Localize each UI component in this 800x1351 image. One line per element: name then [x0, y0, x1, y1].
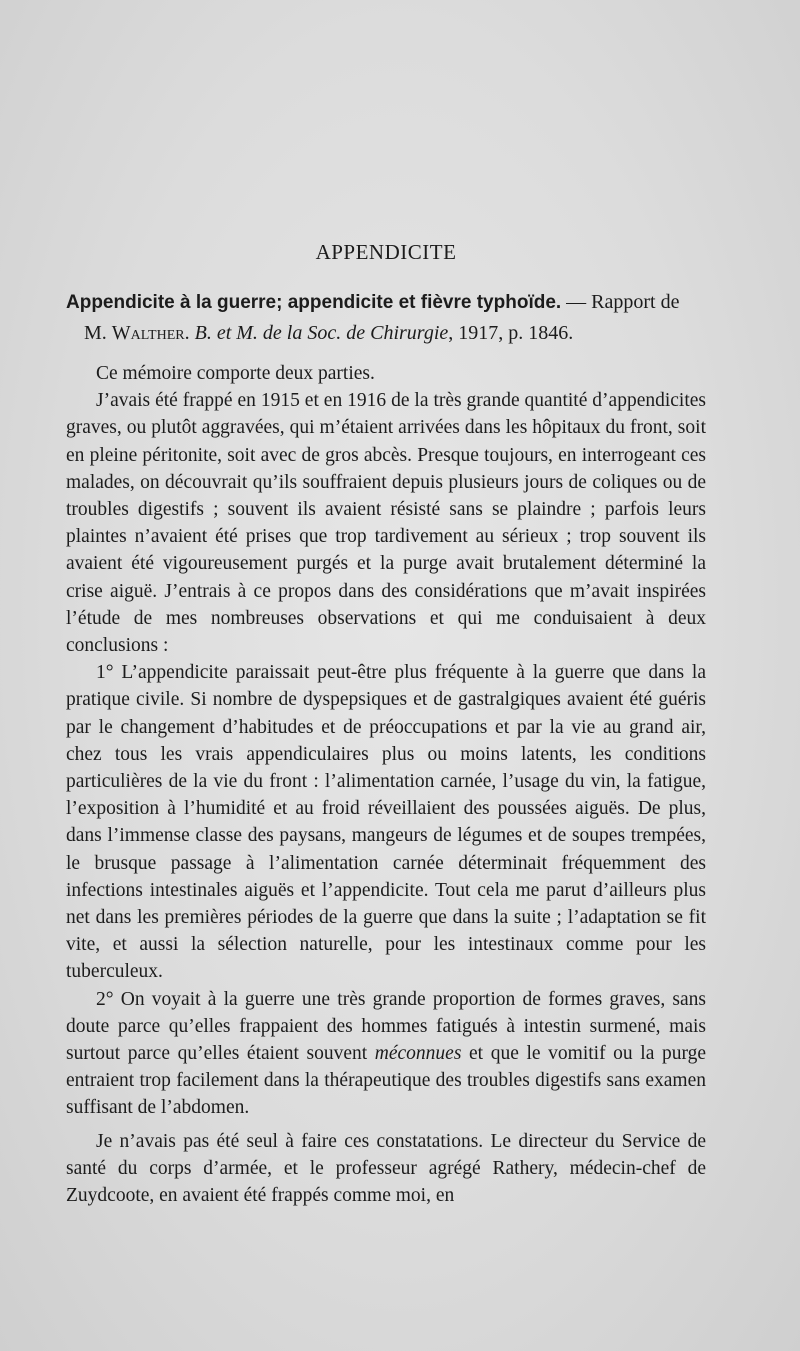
paragraph-4	[66, 986, 706, 1122]
paragraph-4-end: et que le vomitif ou la purge entraient trop facilement dans la thérapeutique des troubles digestifs sans examen suffisant de l’abdomen.	[66, 1043, 707, 1119]
author-prefix: M.	[84, 322, 112, 344]
article-reference	[66, 287, 706, 348]
author-name: Walther.	[111, 322, 190, 344]
paragraph-2: J’avais été frappé en 1915 et en 1916 de la très grande quantité d’appendicites graves, ou plutôt aggravées, qui m’étaient arrivées dans les hôpitaux du front, soit en pleine péritonite, soit avec de gros abcès. Presque toujours, en interrogeant ces malades, on découvrait qu’ils souffraient depuis plusieurs jours de coliques ou de troubles digestifs ; souvent ils avaient résisté sans se plaindre ; parfois leurs plaintes n’avaient été prises que trop tardivement au sérieux ; trop souvent ils avaient été vigoureusement purgés et la purge avait brutalement déterminé la crise aiguë. J’entrais à ce propos dans des considérations que m’avait inspirées l’étude de mes nombreuses observations et qui me conduisaient à deux conclusions :	[66, 390, 706, 657]
text-body	[66, 240, 706, 1209]
paragraph-4-emphasis: méconnues	[374, 1043, 462, 1065]
paragraph-3: 1° L’appendicite paraissait peut-être plus fréquente à la guerre que dans la pratique civile. Si nombre de dyspepsiques et de gastralgiques avaient été guéris par le changement d’habitudes et de préoccupations et par la vie au grand air, chez tous les vrais appendiculaires plus ou moins latents, les conditions particulières de la vie du front : l’alimentation carnée, l’usage du vin, la fatigue, l’exposition à l’humidité et au froid réveillaient des poussées aiguës. De plus, dans l’immense classe des paysans, mangeurs de légumes et de soupes trempées, le brusque passage à l’alimentation carnée déterminait fréquemment des infections intestinales aiguës et l’appendicite. Tout cela me parut d’ailleurs plus net dans les premières périodes de la guerre que dans la suite ; l’adaptation se fit vite, et aussi la sélection naturelle, pour les intestinaux comme pour les tuberculeux.	[66, 662, 706, 983]
reference-rapport: Rapport de	[591, 291, 680, 313]
paragraph-4-start: 2° On voyait à la guerre une très grande proportion de formes graves, sans doute parce qu’elles frappaient des hommes fatigués à intestin surmené, mais surtout parce qu’elles étaient souvent	[66, 988, 706, 1065]
paragraph-5: Je n’avais pas été seul à faire ces constatations. Le directeur du Service de santé du corps d’armée, et le professeur agrégé Rathery, médecin-chef de Zuydcoote, en avaient été frappés comme moi, en	[66, 1130, 706, 1207]
section-heading: APPENDICITE	[315, 240, 457, 264]
reference-second-line	[66, 318, 706, 348]
journal-name: B. et M. de la Soc. de Chirurgie	[194, 322, 449, 344]
reference-dash: —	[561, 291, 592, 313]
paragraph-1: Ce mémoire comporte deux parties.	[96, 363, 375, 384]
reference-details: , 1917, p. 1846.	[448, 322, 574, 344]
article-title: Appendicite à la guerre; appendicite et fièvre typhoïde.	[66, 292, 562, 313]
